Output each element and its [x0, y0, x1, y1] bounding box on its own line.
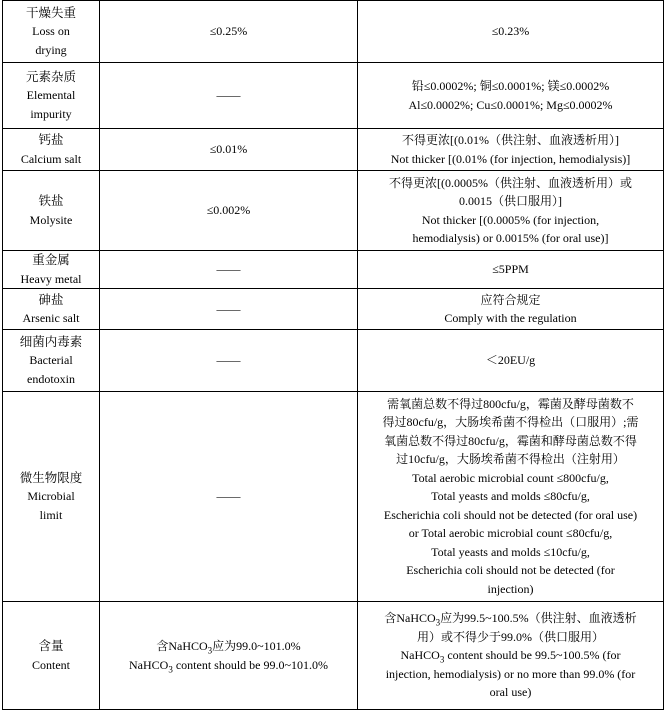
spec-cell-b: ≤0.23% [358, 1, 664, 63]
specification-table [2, 0, 664, 710]
spec-cell-b: 需氧菌总数不得过800cfu/g，霉菌及酵母菌数不 得过80cfu/g，大肠埃希菌不得检出（口服用）;需 氧菌总数不得过80cfu/g，霉菌和酵母菌总数不得 过10cfu/g，大肠埃希菌不得检出（注射用） Total aerobic microbial count ≤800cfu/g, Total yeasts and molds ≤80cfu/g, Escherichia coli should not be detected (for oral use) or Total aerobic microbial count ≤80cfu/g, Total yeasts and molds ≤10cfu/g, Escherichia coli should not be detected (for injection) [358, 392, 664, 602]
spec-cell-a: —— [100, 392, 358, 602]
item-name-en: Microbial [27, 489, 75, 504]
item-name-en: Arsenic salt [22, 311, 80, 325]
spec-cell-a: —— [100, 289, 358, 330]
item-name-en: Loss on [32, 24, 70, 39]
item-name-zh: 铁盐 [38, 194, 64, 208]
spec-cell-b: 不得更浓[(0.01%（供注射、血液透析用）] Not thicker [(0.01% (for injection, hemodialysis)] [358, 129, 664, 171]
table-row [3, 289, 664, 330]
table-row [3, 63, 664, 129]
spec-cell-b: 含NaHCO$_3$应为99.5~100.5%（供注射、血液透析 用）或不得少于99.0%（供口服用） NaHCO$_3$ content should be 99.5~100.5% (for injection, hemodialysis) or no more than 99.0% (for oral use) [358, 602, 664, 710]
spec-cell-a: ≤0.25% [100, 1, 358, 63]
spec-cell-a: —— [100, 251, 358, 289]
item-name-zh: 元素杂质 [25, 69, 76, 84]
item-name-zh: 微生物限度 [19, 470, 83, 485]
item-name-zh: 砷盐 [38, 292, 64, 307]
spec-cell-a: ≤0.002% [100, 171, 358, 251]
item-name-en: drying [35, 42, 67, 57]
item-name-en: impurity [30, 106, 72, 121]
item-name-en: Calcium salt [20, 151, 82, 166]
table-row [3, 1, 664, 63]
table-row [3, 392, 664, 602]
item-name-zh: 细菌内毒素 [19, 334, 83, 349]
item-cell [3, 330, 100, 392]
item-cell [3, 602, 100, 710]
table-row [3, 171, 664, 251]
table-row [3, 330, 664, 392]
spec-cell-a: 含NaHCO$_3$应为99.0~101.0% NaHCO$_3$ content should be 99.0~101.0% [100, 602, 358, 710]
item-name-zh: 干燥失重 [25, 5, 76, 20]
item-name-zh: 钙盐 [38, 133, 64, 147]
spec-cell-b: ＜20EU/g [358, 330, 664, 392]
spec-cell-b: ≤5PPM [358, 251, 664, 289]
table-row [3, 129, 664, 171]
table-row [3, 602, 664, 710]
item-name-en: Elemental [26, 88, 76, 103]
spec-cell-a: —— [100, 63, 358, 129]
item-cell [3, 63, 100, 129]
item-cell [3, 289, 100, 330]
item-cell [3, 1, 100, 63]
item-cell [3, 392, 100, 602]
table-row [3, 251, 664, 289]
spec-cell-a: ≤0.01% [100, 129, 358, 171]
item-name-en: Heavy metal [20, 271, 82, 286]
item-name-en: Molysite [29, 212, 73, 227]
item-name-en: limit [39, 507, 63, 522]
spec-cell-b: 不得更浓[(0.0005%（供注射、血液透析用）或 0.0015（供口服用）] Not thicker [(0.0005% (for injection, hemodialysis) or 0.0015% (for oral use)] [358, 171, 664, 251]
item-name-en: Bacterial [29, 353, 73, 368]
spec-cell-a: —— [100, 330, 358, 392]
spec-cell-b: 应符合规定 Comply with the regulation [358, 289, 664, 330]
spec-cell-b: 铅≤0.0002%; 铜≤0.0001%; 镁≤0.0002% Al≤0.0002%; Cu≤0.0001%; Mg≤0.0002% [358, 63, 664, 129]
item-name-en: Content [32, 657, 70, 672]
item-name-zh: 重金属 [32, 253, 70, 267]
item-cell [3, 129, 100, 171]
item-cell [3, 171, 100, 251]
item-name-en: endotoxin [27, 371, 75, 386]
item-cell [3, 251, 100, 289]
item-name-zh: 含量 [38, 639, 64, 653]
